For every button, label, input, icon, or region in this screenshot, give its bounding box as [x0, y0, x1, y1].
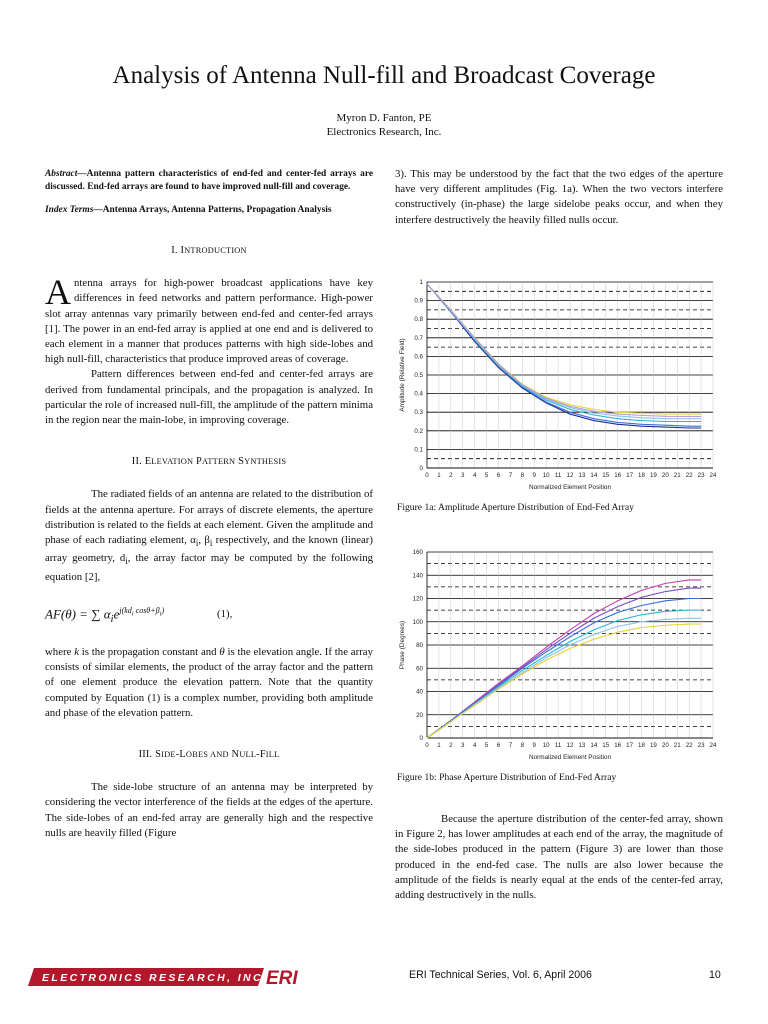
x-tick-label: 5 [484, 742, 489, 749]
y-tick-label: 0.2 [414, 427, 423, 435]
index-terms-text: —Antenna Arrays, Antenna Patterns, Propagation Analysis [93, 205, 332, 215]
series-line-dark-blue [427, 284, 701, 428]
figure-1b-chart [395, 546, 730, 768]
equation-number: (1), [217, 607, 233, 620]
y-tick-label: 160 [412, 549, 423, 556]
y-tick-label: 0.1 [414, 446, 423, 454]
x-tick-label: 16 [614, 472, 622, 479]
x-tick-label: 11 [554, 742, 562, 749]
x-tick-label: 22 [685, 472, 693, 479]
logo-text: ELECTRONICS RESEARCH, INC. [42, 972, 269, 984]
section-heading-introduction: I. INTRODUCTION [171, 245, 247, 256]
right-paragraph-2: Because the aperture distribution of the center-fed array, shown in Figure 2, has lower amplitudes at each end of the array, the magnitude of the side-lobes produced in the pattern (Figure 3) are lower than those produced in the end-fed case. The nulls are also lower because the amplitude of the fields is nearly equal at the ends of the center-fed array, adding destructively in the nulls. [395, 813, 723, 902]
y-tick-label: 1 [419, 279, 423, 286]
y-tick-label: 0 [419, 465, 423, 472]
paper-title: Analysis of Antenna Null-fill and Broadcast Coverage [112, 62, 656, 89]
y-axis-label: Phase (Degrees) [399, 620, 406, 670]
x-tick-label: 3 [461, 472, 465, 479]
intro-paragraph-2: Pattern differences between end-fed and center-fed arrays are derived from fundamental principals, and the propagation is analyzed. In particular the role of increased null-fill, the amplitude of the pattern minima in the region near the main-lobe, in improving coverage. [45, 368, 373, 427]
x-tick-label: 5 [484, 472, 489, 479]
series-line-purple [427, 588, 701, 738]
x-tick-label: 2 [449, 742, 453, 749]
series-line-magenta [427, 580, 701, 738]
figure-1a-caption: Figure 1a: Amplitude Aperture Distribution of End-Fed Array [397, 502, 634, 513]
y-tick-label: 0.8 [414, 316, 423, 324]
elevation-paragraph-1: The radiated fields of an antenna are related to the distribution of fields at the antenna aperture. For arrays of discrete elements, the aperture distribution is related to the fields at each element. Given the amplitude and phase of each radiating element, $\alpha_i$, $\beta_i$ respectively, and the known (linear) array geometry, $d_i$, the array factor may be computed by the following equation [2], [45, 488, 373, 583]
abstract [45, 168, 373, 194]
x-tick-label: 4 [472, 472, 477, 479]
x-tick-label: 13 [578, 742, 586, 749]
x-tick-label: 8 [520, 472, 525, 479]
series-line-light-blue [427, 284, 701, 419]
y-tick-label: 0 [419, 735, 423, 742]
abstract-lead: Abstract [45, 169, 78, 179]
intro-paragraph-1: Antenna arrays for high-power broadcast applications have key differences in feed networks and pattern performance. High-power slot array antennas vary primarily between end-fed and center-fed arrays [1]. The power in an end-fed array is applied at one end and is delivered to each element in a manner that produces patterns with high side-lobes and high null-fill, characteristics that produce improved areas of coverage. [45, 272, 373, 366]
y-tick-label: 120 [412, 595, 423, 603]
y-tick-label: 140 [412, 572, 423, 580]
x-tick-label: 11 [554, 472, 562, 479]
y-tick-label: 60 [416, 665, 423, 673]
author-block [0, 111, 768, 139]
page-number: 10 [709, 969, 721, 981]
x-tick-label: 1 [437, 742, 441, 749]
x-tick-label: 24 [709, 472, 717, 479]
y-tick-label: 0.5 [414, 372, 423, 379]
elevation-paragraph-2: where k is the propagation constant and θ is the elevation angle. If the array consists of similar elements, the product of the array factor and the pattern of one element produce the elevation pattern. Note that the quantity computed by Equation (1) is a complex number, providing both amplitude and phase of the elevation pattern. [45, 645, 373, 719]
sidelobe-paragraph-1: The side-lobe structure of an antenna may be interpreted by considering the vector interference of the fields at the edges of the aperture. The side-lobes of an end-fed array are generally high and the respective nulls are heavily filled (Figure [45, 781, 373, 839]
y-tick-label: 100 [412, 618, 423, 626]
series-line-light-blue [427, 618, 701, 738]
y-tick-label: 20 [416, 711, 423, 719]
eri-logo [28, 966, 328, 988]
index-terms-lead: Index Terms [45, 205, 94, 215]
y-tick-label: 0.7 [414, 334, 423, 342]
series-line-cyan [427, 284, 701, 422]
x-tick-label: 18 [638, 742, 645, 749]
x-tick-label: 0 [425, 742, 429, 749]
figure-1b-caption: Figure 1b: Phase Aperture Distribution of End-Fed Array [397, 772, 617, 783]
x-axis-label: Normalized Element Position [528, 754, 612, 761]
series-line-cyan [427, 610, 701, 738]
author-affiliation: Electronics Research, Inc. [326, 126, 442, 138]
x-tick-label: 10 [542, 742, 550, 749]
series-line-lavender [427, 284, 701, 417]
x-tick-label: 15 [602, 742, 610, 749]
x-tick-label: 21 [673, 742, 681, 749]
index-terms [45, 204, 373, 217]
footer-series: ERI Technical Series, Vol. 6, April 2006 [409, 969, 592, 981]
x-tick-label: 10 [542, 472, 550, 479]
x-tick-label: 23 [697, 742, 705, 749]
x-tick-label: 12 [566, 742, 574, 749]
x-axis-label: Normalized Element Position [528, 484, 612, 491]
x-tick-label: 21 [673, 472, 681, 479]
x-tick-label: 19 [649, 742, 657, 749]
y-tick-label: 0.6 [414, 353, 423, 361]
left-column [45, 168, 373, 841]
y-tick-label: 0.4 [414, 390, 423, 398]
x-tick-label: 20 [661, 472, 669, 479]
y-tick-label: 0.9 [414, 297, 423, 305]
x-tick-label: 14 [590, 472, 598, 479]
x-tick-label: 1 [437, 472, 441, 479]
x-tick-label: 6 [496, 742, 501, 749]
x-tick-label: 7 [508, 472, 513, 479]
y-tick-label: 80 [416, 642, 423, 649]
x-tick-label: 12 [566, 472, 574, 479]
x-tick-label: 18 [638, 472, 645, 479]
x-tick-label: 22 [685, 742, 693, 749]
abstract-text: —Antenna pattern characteristics of end-fed and center-fed arrays are discussed. End-fed arrays are found to have improved null-fill and coverage. [45, 169, 373, 192]
drop-cap: A [45, 272, 71, 313]
equation-1: AF(θ) = ∑ $\alpha_ie^{j(kd_i cos\theta+\beta_i)}$ (1), [45, 605, 233, 625]
figure-1a-chart [395, 276, 730, 498]
x-tick-label: 23 [697, 472, 705, 479]
x-tick-label: 8 [520, 742, 525, 749]
x-tick-label: 4 [472, 742, 477, 749]
x-tick-label: 7 [508, 742, 513, 749]
x-tick-label: 13 [578, 472, 586, 479]
x-tick-label: 17 [626, 742, 634, 749]
x-tick-label: 16 [614, 742, 622, 749]
x-tick-label: 17 [626, 472, 634, 479]
chart-1-plot-area [399, 549, 717, 761]
x-tick-label: 20 [661, 742, 669, 749]
x-tick-label: 14 [590, 742, 598, 749]
logo-mark: ERI [266, 968, 298, 988]
x-tick-label: 15 [602, 472, 610, 479]
y-tick-label: 0.3 [414, 409, 423, 417]
x-tick-label: 9 [532, 742, 536, 749]
author-name: Myron D. Fanton, PE [336, 112, 432, 124]
x-tick-label: 0 [425, 472, 429, 479]
x-tick-label: 3 [461, 742, 465, 749]
x-tick-label: 6 [496, 472, 501, 479]
series-line-yellow [427, 284, 701, 414]
x-tick-label: 9 [532, 472, 536, 479]
chart-0-plot-area [399, 279, 717, 491]
x-tick-label: 2 [449, 472, 453, 479]
x-tick-label: 24 [709, 742, 717, 749]
right-paragraph-1: 3). This may be understood by the fact that the two edges of the aperture have very different amplitudes (Fig. 1a). When the two vectors interfere constructively (in-phase) the large sidelobe peaks occur, and when they interfere destructively the heavily filled nulls occur. [395, 168, 723, 226]
y-axis-label: Amplitude (Relative Field) [399, 338, 406, 412]
y-tick-label: 40 [416, 688, 423, 696]
section-heading-elevation: II. ELEVATION PATTERN SYNTHESIS [131, 456, 287, 468]
x-tick-label: 19 [649, 472, 657, 479]
section-heading-sidelobes: III. SIDE-LOBES AND NULL-FILL [138, 748, 280, 760]
